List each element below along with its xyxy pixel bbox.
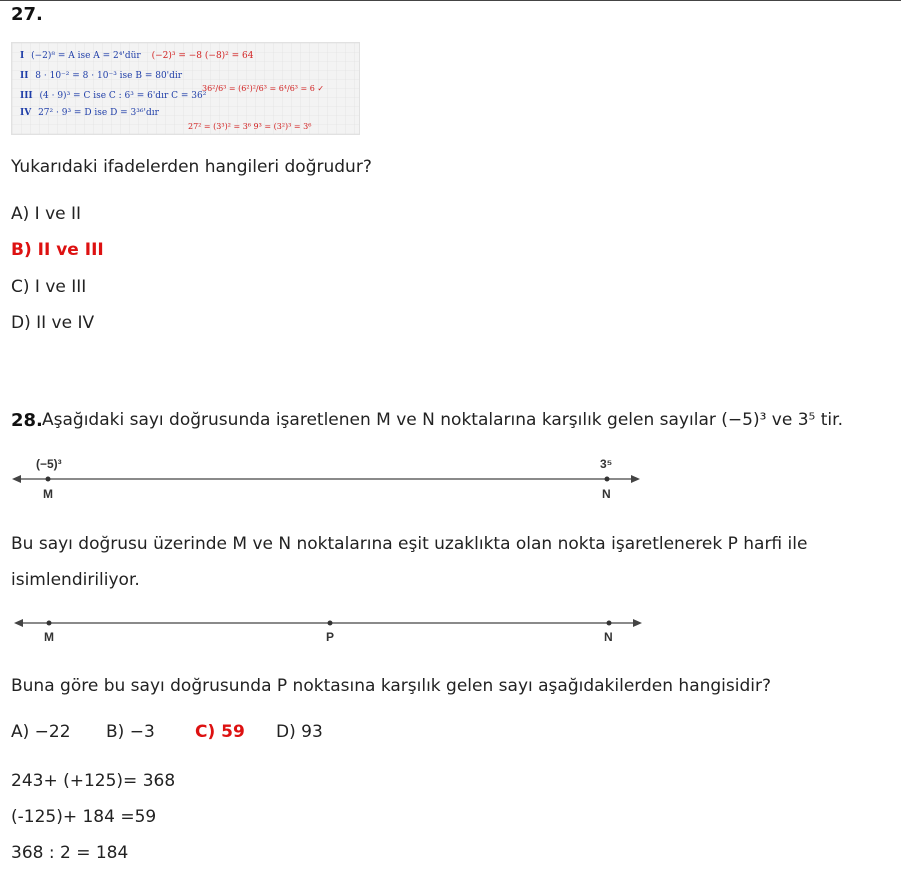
work-line-1: 243+ (+125)= 368 (11, 771, 176, 791)
m-point-label: M (43, 487, 53, 501)
question-28-prompt: Buna göre bu sayı doğrusunda P noktasına karşılık gelen sayı aşağıdakilerden hangisidir? (11, 676, 772, 696)
q28-option-d[interactable]: D) 93 (276, 722, 323, 742)
question-28-text: Aşağıdaki sayı doğrusunda işaretlenen M ve N noktalarına karşılık gelen sayılar (−5)³ ve 3⁵ tir. (42, 410, 843, 430)
q28-option-c-correct[interactable]: C) 59 (195, 722, 245, 742)
q28-option-b[interactable]: B) −3 (106, 722, 155, 742)
number-line-1 (12, 457, 640, 501)
n-point-label: N (604, 630, 613, 644)
question-28-text-2: Bu sayı doğrusu üzerinde M ve N noktalarına eşit uzaklıkta olan nokta işaretlenerek P harfi ile (11, 534, 808, 554)
m-value-label: (−5)³ (36, 457, 62, 471)
notebook-photo-svg (12, 43, 359, 134)
point-n-dot (607, 621, 612, 626)
p-point-label: P (326, 630, 335, 644)
photo-line-4-red: 27² = (3³)² = 3⁶ 9³ = (3²)³ = 3⁶ (188, 122, 312, 131)
top-rule (0, 0, 901, 1)
question-28-number: 28. (11, 410, 43, 431)
number-line-2 (14, 619, 642, 644)
n-point-label: N (602, 487, 611, 501)
point-m-dot (47, 621, 52, 626)
work-line-2: (-125)+ 184 =59 (11, 807, 157, 827)
q27-option-d[interactable]: D) II ve IV (11, 313, 95, 333)
question-27-number: 27. (11, 4, 43, 25)
photo-line-4: IV 27² · 9³ = D ise D = 3³⁶'dır (20, 108, 159, 118)
n-value-label: 3⁵ (600, 457, 613, 471)
q28-option-a[interactable]: A) −22 (11, 722, 71, 742)
arrow-right-icon (633, 619, 642, 627)
question-28-text-3: isimlendiriliyor. (11, 570, 140, 590)
m-point-label: M (44, 630, 54, 644)
arrow-left-icon (14, 619, 23, 627)
q27-option-c[interactable]: C) I ve III (11, 277, 87, 297)
arrow-left-icon (12, 475, 21, 483)
handwritten-photo (11, 42, 360, 135)
point-p-dot (328, 621, 333, 626)
photo-line-1: I (−2)⁸ = A ise A = 2⁴'dür (−2)³ = −8 (−8)² = 64 (20, 51, 254, 61)
q27-option-b-correct[interactable]: B) II ve III (11, 240, 104, 260)
photo-line-2: II 8 · 10⁻² = 8 · 10⁻³ ise B = 80'dir (20, 71, 183, 81)
point-m-dot (46, 477, 51, 482)
photo-line-3-red: 36²/6³ = (6²)²/6³ = 6⁴/6³ = 6 ✓ (202, 84, 325, 93)
question-27-text: Yukarıdaki ifadelerden hangileri doğrudur? (11, 157, 372, 177)
q27-option-a[interactable]: A) I ve II (11, 204, 82, 224)
arrow-right-icon (631, 475, 640, 483)
photo-line-3: III (4 · 9)³ = C ise C : 6³ = 6'dır C = 36² (20, 91, 207, 101)
point-n-dot (605, 477, 610, 482)
work-line-3: 368 : 2 = 184 (11, 843, 129, 863)
